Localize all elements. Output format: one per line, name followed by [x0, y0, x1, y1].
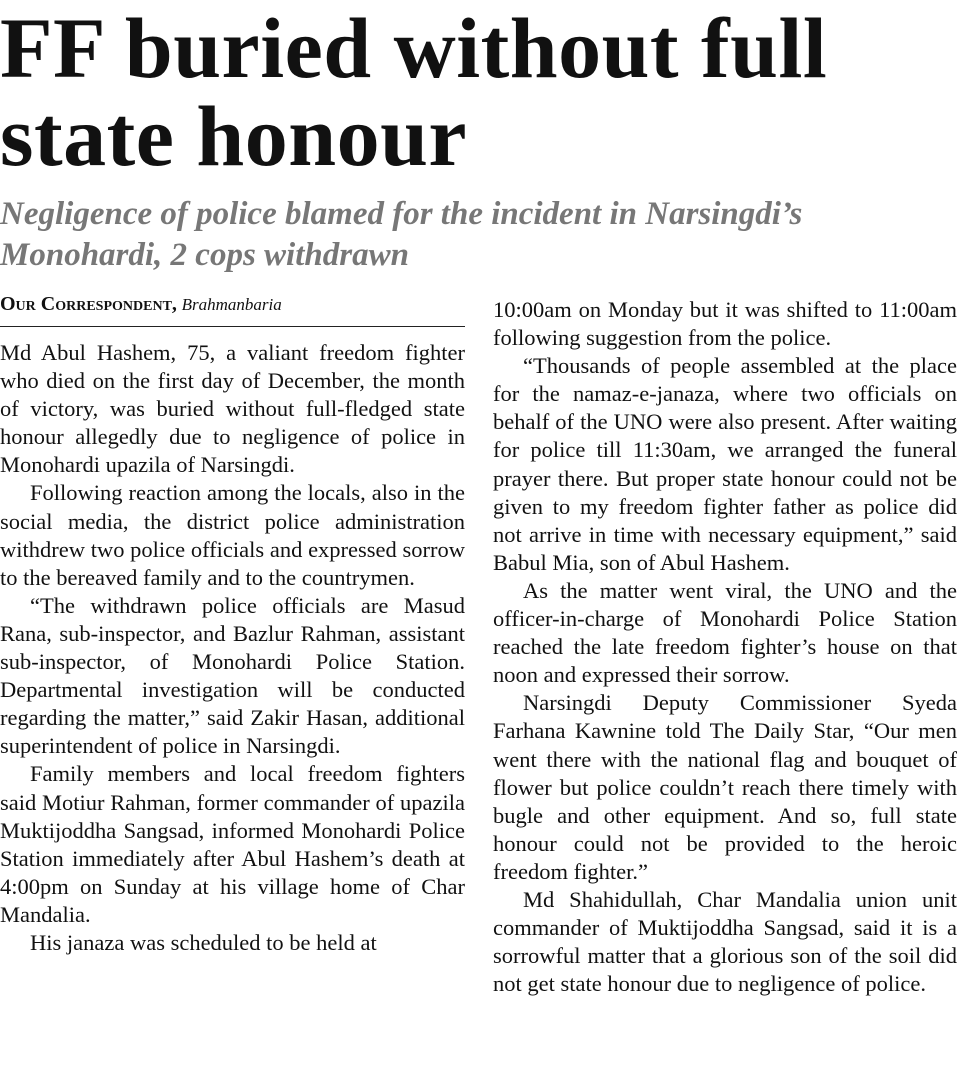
body-paragraph: Md Shahidullah, Char Mandalia union unit commander of Muktijoddha Sangsad, said it is a sorrowful matter that a glorious son of the soil did not get state honour due to negligence of police. — [493, 886, 957, 997]
headline-line-2: state honour — [0, 88, 468, 184]
body-paragraph: “Thousands of people assembled at the place for the namaz-e-janaza, where two officials on behalf of the UNO were also present. After waiting for police till 11:30am, we arranged the funeral prayer there. But proper state honour could not be given to my freedom fighter father as police did not arrive in time with necessary equipment,” said Babul Mia, son of Abul Hashem. — [493, 353, 957, 575]
body-paragraph: Following reaction among the locals, also in the social media, the district police administration withdrew two police officials and expressed sorrow to the bereaved family and to the countrymen. — [0, 480, 465, 590]
byline-location: Brahmanbaria — [181, 295, 282, 314]
body-paragraph: 10:00am on Monday but it was shifted to 11:00am following suggestion from the police. — [493, 297, 957, 351]
byline — [0, 292, 465, 317]
subhead-line-2: Monohardi, 2 cops withdrawn — [0, 237, 409, 273]
body-paragraph: “The withdrawn police officials are Masud Rana, sub-inspector, and Bazlur Rahman, assistant sub-inspector, of Monohardi Police Station. Departmental investigation will be conducted regarding the matter,” said Zakir Hasan, additional superintendent of police in Narsingdi. — [0, 592, 465, 759]
body-paragraph: Family members and local freedom fighters said Motiur Rahman, former commander of upazila Muktijoddha Sangsad, informed Monohardi Police Station immediately after Abul Hashem’s death at 4:00pm on Sunday at his village home of Char Mandalia. — [0, 761, 465, 927]
headline-line-1: FF buried without full — [0, 0, 828, 96]
article-column-left — [0, 339, 465, 957]
subheadline — [0, 194, 957, 276]
headline — [0, 0, 957, 184]
byline-author: Our Correspondent, — [0, 293, 177, 315]
article-column-right — [493, 296, 957, 998]
subhead-line-1: Negligence of police blamed for the incident in Narsingdi’s — [0, 196, 803, 232]
body-paragraph: As the matter went viral, the UNO and the officer-in-charge of Monohardi Police Station reached the late freedom fighter’s house on that noon and expressed their sorrow. — [493, 577, 957, 688]
body-paragraph: Md Abul Hashem, 75, a valiant freedom fighter who died on the first day of December, the month of victory, was buried without full-fledged state honour allegedly due to negligence of police in Monohardi upazila of Narsingdi. — [0, 340, 465, 478]
body-paragraph: His janaza was scheduled to be held at — [30, 929, 377, 955]
body-paragraph: Narsingdi Deputy Commissioner Syeda Farhana Kawnine told The Daily Star, “Our men went there with the national flag and bouquet of flower but police couldn’t reach there timely with bugle and other equipment. And so, full state honour could not be provided to the heroic freedom fighter.” — [493, 690, 957, 884]
byline-divider — [0, 326, 465, 327]
